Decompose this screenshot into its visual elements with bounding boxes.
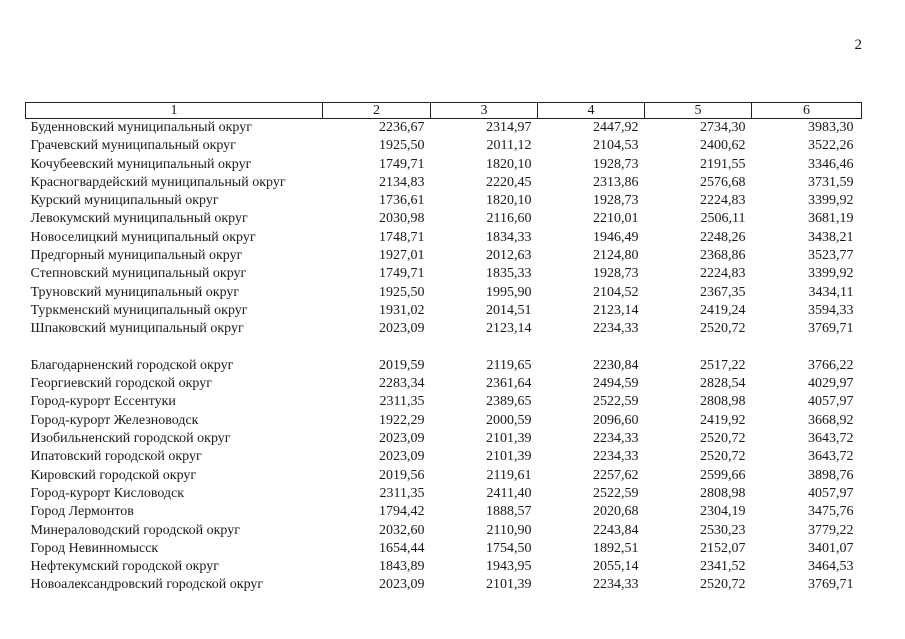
value-cell-col-2: 1736,61 (379, 193, 425, 209)
group-spacer (26, 339, 862, 357)
value-cell-col-2: 2023,09 (379, 449, 425, 465)
value-cell-col-2: 1794,42 (379, 504, 425, 520)
municipality-name-cell: Город Невинномысск (30, 540, 159, 556)
value-cell-col-6: 3643,72 (808, 449, 854, 465)
value-cell-col-5: 2828,54 (700, 376, 746, 392)
value-cell-col-6: 3434,11 (808, 284, 854, 300)
value-cell-col-5: 2576,68 (700, 174, 746, 190)
table-body (26, 119, 862, 595)
value-cell-col-5: 2520,72 (700, 431, 746, 447)
municipality-name-cell: Ипатовский городской округ (30, 449, 202, 465)
value-cell-col-6: 4057,97 (808, 485, 854, 501)
value-cell-col-6: 3438,21 (808, 229, 854, 245)
value-cell-col-6: 3522,26 (808, 138, 854, 154)
value-cell-col-6: 3523,77 (808, 248, 854, 264)
value-cell-col-3: 1834,33 (486, 229, 532, 245)
value-cell-col-2: 2023,09 (379, 577, 425, 593)
value-cell-col-5: 2517,22 (700, 357, 746, 373)
table-row (26, 284, 862, 302)
municipality-name-cell: Город Лермонтов (30, 504, 134, 520)
table-row (26, 302, 862, 320)
value-cell-col-5: 2248,26 (700, 229, 746, 245)
value-cell-col-6: 3898,76 (808, 467, 854, 483)
value-cell-col-5: 2734,30 (700, 120, 746, 135)
value-cell-col-4: 2494,59 (593, 376, 639, 392)
data-table (25, 102, 862, 595)
value-cell-col-6: 3643,72 (808, 431, 854, 447)
value-cell-col-6: 3346,46 (808, 156, 854, 172)
value-cell-col-6: 3766,22 (808, 357, 854, 373)
value-cell-col-2: 2311,35 (379, 485, 425, 501)
value-cell-col-4: 2257,62 (593, 467, 639, 483)
value-cell-col-2: 1931,02 (379, 302, 425, 318)
value-cell-col-5: 2520,72 (700, 577, 746, 593)
value-cell-col-6: 3399,92 (808, 266, 854, 282)
municipality-name-cell: Новоалександровский городской округ (30, 577, 264, 593)
value-cell-col-5: 2368,86 (700, 248, 746, 264)
value-cell-col-2: 2236,67 (379, 120, 425, 135)
value-cell-col-3: 2012,63 (486, 248, 532, 264)
value-cell-col-3: 2361,64 (486, 376, 532, 392)
municipality-name-cell: Кировский городской округ (30, 467, 197, 483)
value-cell-col-3: 1820,10 (486, 156, 532, 172)
value-cell-col-4: 2230,84 (593, 357, 639, 373)
value-cell-col-3: 2000,59 (486, 412, 532, 428)
value-cell-col-2: 1654,44 (379, 540, 425, 556)
municipality-name-cell: Благодарненский городской округ (30, 357, 234, 373)
value-cell-col-6: 3668,92 (808, 412, 854, 428)
value-cell-col-4: 1946,49 (593, 229, 639, 245)
table-row (26, 320, 862, 338)
value-cell-col-4: 2104,53 (593, 138, 639, 154)
value-cell-col-3: 2011,12 (486, 138, 532, 154)
value-cell-col-2: 1749,71 (379, 156, 425, 172)
value-cell-col-5: 2419,24 (700, 302, 746, 318)
value-cell-col-5: 2506,11 (700, 211, 746, 227)
municipality-name-cell: Предгорный муниципальный округ (30, 248, 243, 264)
municipality-name-cell: Шпаковский муниципальный округ (30, 321, 244, 337)
municipality-name-cell: Степновский муниципальный округ (30, 266, 247, 282)
value-cell-col-6: 3475,76 (808, 504, 854, 520)
value-cell-col-4: 2243,84 (593, 522, 639, 538)
value-cell-col-3: 1943,95 (486, 559, 532, 575)
municipality-name-cell: Курский муниципальный округ (30, 193, 219, 209)
table-row (26, 192, 862, 210)
table-row (26, 229, 862, 247)
municipality-name-cell: Город-курорт Железноводск (30, 412, 199, 428)
value-cell-col-4: 2124,80 (593, 248, 639, 264)
municipality-name-cell: Изобильненский городской округ (30, 431, 231, 447)
table-row (26, 265, 862, 283)
value-cell-col-2: 1749,71 (379, 266, 425, 282)
municipality-name-cell: Город-курорт Кисловодск (30, 485, 185, 501)
value-cell-col-2: 2032,60 (379, 522, 425, 538)
municipality-name-cell: Георгиевский городской округ (30, 376, 212, 392)
value-cell-col-4: 2055,14 (593, 559, 639, 575)
value-cell-col-4: 2104,52 (593, 284, 639, 300)
value-cell-col-2: 2023,09 (379, 431, 425, 447)
value-cell-col-4: 2020,68 (593, 504, 639, 520)
value-cell-col-2: 2283,34 (379, 376, 425, 392)
value-cell-col-3: 2110,90 (486, 522, 532, 538)
value-cell-col-5: 2341,52 (700, 559, 746, 575)
municipality-name-cell: Буденновский муниципальный округ (30, 120, 252, 135)
value-cell-col-6: 3464,53 (808, 559, 854, 575)
value-cell-col-2: 2311,35 (379, 394, 425, 410)
table-row (26, 412, 862, 430)
table-row (26, 247, 862, 265)
value-cell-col-2: 2019,56 (379, 467, 425, 483)
value-cell-col-3: 2014,51 (486, 302, 532, 318)
value-cell-col-4: 2234,33 (593, 449, 639, 465)
value-cell-col-2: 1925,50 (379, 284, 425, 300)
value-cell-col-3: 2119,65 (486, 357, 532, 373)
municipality-name-cell: Туркменский муниципальный округ (30, 302, 248, 318)
value-cell-col-6: 3594,33 (808, 302, 854, 318)
value-cell-col-6: 4057,97 (808, 394, 854, 410)
value-cell-col-4: 2447,92 (593, 120, 639, 135)
table-row (26, 210, 862, 228)
value-cell-col-5: 2419,92 (700, 412, 746, 428)
value-cell-col-4: 1892,51 (593, 540, 639, 556)
value-cell-col-5: 2224,83 (700, 193, 746, 209)
table-row (26, 393, 862, 411)
table-row (26, 375, 862, 393)
municipality-name-cell: Новоселицкий муниципальный округ (30, 229, 256, 245)
table-row (26, 448, 862, 466)
value-cell-col-6: 4029,97 (808, 376, 854, 392)
table-row (26, 576, 862, 594)
header-col-3: 3 (431, 103, 538, 119)
value-cell-col-4: 2234,33 (593, 431, 639, 447)
value-cell-col-2: 2019,59 (379, 357, 425, 373)
value-cell-col-6: 3769,71 (808, 321, 854, 337)
value-cell-col-3: 1820,10 (486, 193, 532, 209)
page-number: 2 (854, 37, 862, 53)
municipality-name-cell: Город-курорт Ессентуки (30, 394, 176, 410)
value-cell-col-3: 1835,33 (486, 266, 532, 282)
value-cell-col-6: 3731,59 (808, 174, 854, 190)
value-cell-col-2: 1925,50 (379, 138, 425, 154)
value-cell-col-5: 2152,07 (700, 540, 746, 556)
value-cell-col-3: 2411,40 (486, 485, 532, 501)
value-cell-col-5: 2520,72 (700, 449, 746, 465)
value-cell-col-5: 2191,55 (700, 156, 746, 172)
value-cell-col-6: 3983,30 (808, 120, 854, 135)
value-cell-col-4: 2210,01 (593, 211, 639, 227)
value-cell-col-2: 1927,01 (379, 248, 425, 264)
municipality-name-cell: Красногвардейский муниципальный округ (30, 174, 286, 190)
municipality-name-cell: Грачевский муниципальный округ (30, 138, 236, 154)
value-cell-col-6: 3399,92 (808, 193, 854, 209)
table-row (26, 485, 862, 503)
header-col-2: 2 (323, 103, 431, 119)
table-row (26, 156, 862, 174)
value-cell-col-5: 2599,66 (700, 467, 746, 483)
value-cell-col-3: 2123,14 (486, 321, 532, 337)
header-col-6: 6 (752, 103, 862, 119)
table-row (26, 357, 862, 375)
value-cell-col-4: 2522,59 (593, 394, 639, 410)
table-row (26, 430, 862, 448)
municipality-name-cell: Нефтекумский городской округ (30, 559, 219, 575)
table-row (26, 174, 862, 192)
value-cell-col-4: 2096,60 (593, 412, 639, 428)
value-cell-col-3: 1754,50 (486, 540, 532, 556)
value-cell-col-6: 3769,71 (808, 577, 854, 593)
value-cell-col-3: 2116,60 (486, 211, 532, 227)
value-cell-col-4: 1928,73 (593, 193, 639, 209)
value-cell-col-4: 1928,73 (593, 266, 639, 282)
header-col-4: 4 (538, 103, 645, 119)
value-cell-col-2: 1922,29 (379, 412, 425, 428)
municipality-name-cell: Минераловодский городской округ (30, 522, 240, 538)
value-cell-col-4: 2234,33 (593, 577, 639, 593)
municipality-name-cell: Левокумский муниципальный округ (30, 211, 248, 227)
value-cell-col-3: 2101,39 (486, 449, 532, 465)
value-cell-col-6: 3681,19 (808, 211, 854, 227)
table-row (26, 540, 862, 558)
value-cell-col-3: 1995,90 (486, 284, 532, 300)
value-cell-col-5: 2224,83 (700, 266, 746, 282)
value-cell-col-2: 1748,71 (379, 229, 425, 245)
header-col-1: 1 (26, 103, 323, 119)
value-cell-col-3: 2101,39 (486, 431, 532, 447)
value-cell-col-5: 2520,72 (700, 321, 746, 337)
value-cell-col-5: 2400,62 (700, 138, 746, 154)
value-cell-col-2: 1843,89 (379, 559, 425, 575)
value-cell-col-3: 2220,45 (486, 174, 532, 190)
value-cell-col-3: 2389,65 (486, 394, 532, 410)
value-cell-col-5: 2808,98 (700, 485, 746, 501)
municipality-name-cell: Кочубеевский муниципальный округ (30, 156, 252, 172)
value-cell-col-5: 2304,19 (700, 504, 746, 520)
value-cell-col-2: 2030,98 (379, 211, 425, 227)
value-cell-col-4: 1928,73 (593, 156, 639, 172)
value-cell-col-4: 2123,14 (593, 302, 639, 318)
value-cell-col-6: 3401,07 (808, 540, 854, 556)
value-cell-col-3: 2314,97 (486, 120, 532, 135)
header-row (26, 103, 862, 119)
value-cell-col-2: 2134,83 (379, 174, 425, 190)
value-cell-col-3: 2119,61 (486, 467, 532, 483)
table-row (26, 119, 862, 138)
value-cell-col-4: 2234,33 (593, 321, 639, 337)
value-cell-col-6: 3779,22 (808, 522, 854, 538)
municipality-name-cell: Труновский муниципальный округ (30, 284, 240, 300)
value-cell-col-3: 1888,57 (486, 504, 532, 520)
value-cell-col-4: 2522,59 (593, 485, 639, 501)
value-cell-col-5: 2808,98 (700, 394, 746, 410)
spacer-cell (26, 339, 862, 357)
value-cell-col-4: 2313,86 (593, 174, 639, 190)
value-cell-col-3: 2101,39 (486, 577, 532, 593)
table-row (26, 522, 862, 540)
table-row (26, 503, 862, 521)
value-cell-col-2: 2023,09 (379, 321, 425, 337)
table-row (26, 558, 862, 576)
table-row (26, 467, 862, 485)
table-row (26, 137, 862, 155)
table-header (26, 103, 862, 119)
value-cell-col-5: 2367,35 (700, 284, 746, 300)
value-cell-col-5: 2530,23 (700, 522, 746, 538)
header-col-5: 5 (645, 103, 752, 119)
